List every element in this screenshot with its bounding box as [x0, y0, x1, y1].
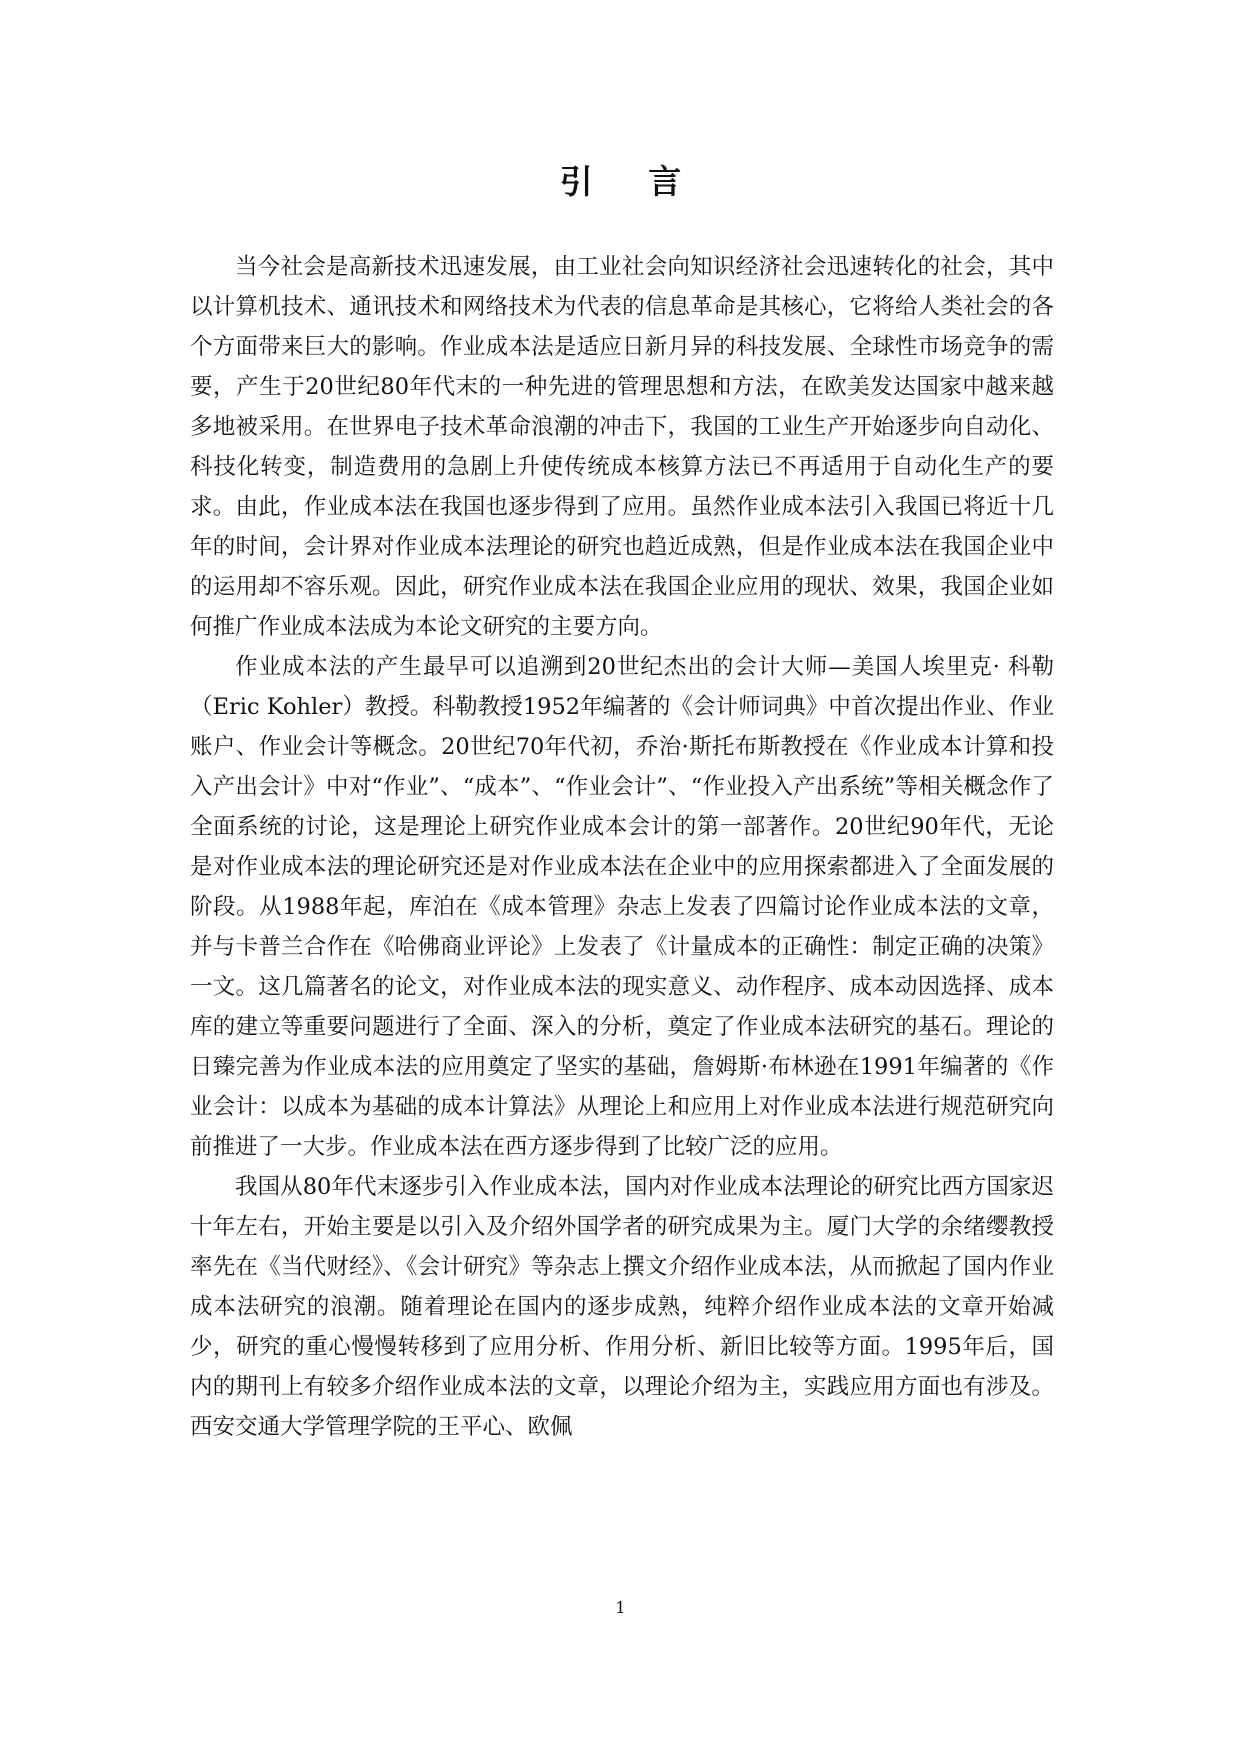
body-text	[190, 247, 1054, 1447]
page-number: 1	[615, 1598, 626, 1617]
paragraph-1: 当今社会是高新技术迅速发展，由工业社会向知识经济社会迅速转化的社会，其中以计算机技术、通讯技术和网络技术为代表的信息革命是其核心，它将给人类社会的各个方面带来巨大的影响。作业成本法是适应日新月异的科技发展、全球性市场竞争的需要，产生于20世纪80年代末的一种先进的管理思想和方法，在欧美发达国家中越来越多地被采用。在世界电子技术革命浪潮的冲击下，我国的工业生产开始逐步向自动化、科技化转变，制造费用的急剧上升使传统成本核算方法已不再适用于自动化生产的要求。由此，作业成本法在我国也逐步得到了应用。虽然作业成本法引入我国已将近十几年的时间，会计界对作业成本法理论的研究也趋近成熟，但是作业成本法在我国企业中的运用却不容乐观。因此，研究作业成本法在我国企业应用的现状、效果，我国企业如何推广作业成本法成为本论文研究的主要方向。	[190, 254, 1054, 640]
page-title: 引 言	[559, 162, 704, 201]
paragraph-2: 作业成本法的产生最早可以追溯到20世纪杰出的会计大师—美国人埃里克· 科勒（Eric Kohler）教授。科勒教授1952年编著的《会计师词典》中首次提出作业、作业账户、作业会计等概念。20世纪70年代初，乔治·斯托布斯教授在《作业成本计算和投入产出会计》中对“作业”、“成本”、“作业会计”、“作业投入产出系统”等相关概念作了全面系统的讨论，这是理论上研究作业成本会计的第一部著作。20世纪90年代，无论是对作业成本法的理论研究还是对作业成本法在企业中的应用探索都进入了全面发展的阶段。从1988年起，库泊在《成本管理》杂志上发表了四篇讨论作业成本法的文章，并与卡普兰合作在《哈佛商业评论》上发表了《计量成本的正确性：制定正确的决策》一文。这几篇著名的论文，对作业成本法的现实意义、动作程序、成本动因选择、成本库的建立等重要问题进行了全面、深入的分析，奠定了作业成本法研究的基石。理论的日臻完善为作业成本法的应用奠定了坚实的基础，詹姆斯·布林逊在1991年编著的《作业会计：以成本为基础的成本计算法》从理论上和应用上对作业成本法进行规范研究向前推进了一大步。作业成本法在西方逐步得到了比较广泛的应用。	[190, 654, 1054, 1160]
paragraph-3: 我国从80年代末逐步引入作业成本法，国内对作业成本法理论的研究比西方国家迟十年左右，开始主要是以引入及介绍外国学者的研究成果为主。厦门大学的余绪缨教授率先在《当代财经》、《会计研究》等杂志上撰文介绍作业成本法，从而掀起了国内作业成本法研究的浪潮。随着理论在国内的逐步成熟，纯粹介绍作业成本法的文章开始减少，研究的重心慢慢转移到了应用分析、作用分析、新旧比较等方面。1995年后，国内的期刊上有较多介绍作业成本法的文章，以理论介绍为主，实践应用方面也有涉及。西安交通大学管理学院的王平心、欧佩	[190, 1174, 1054, 1440]
